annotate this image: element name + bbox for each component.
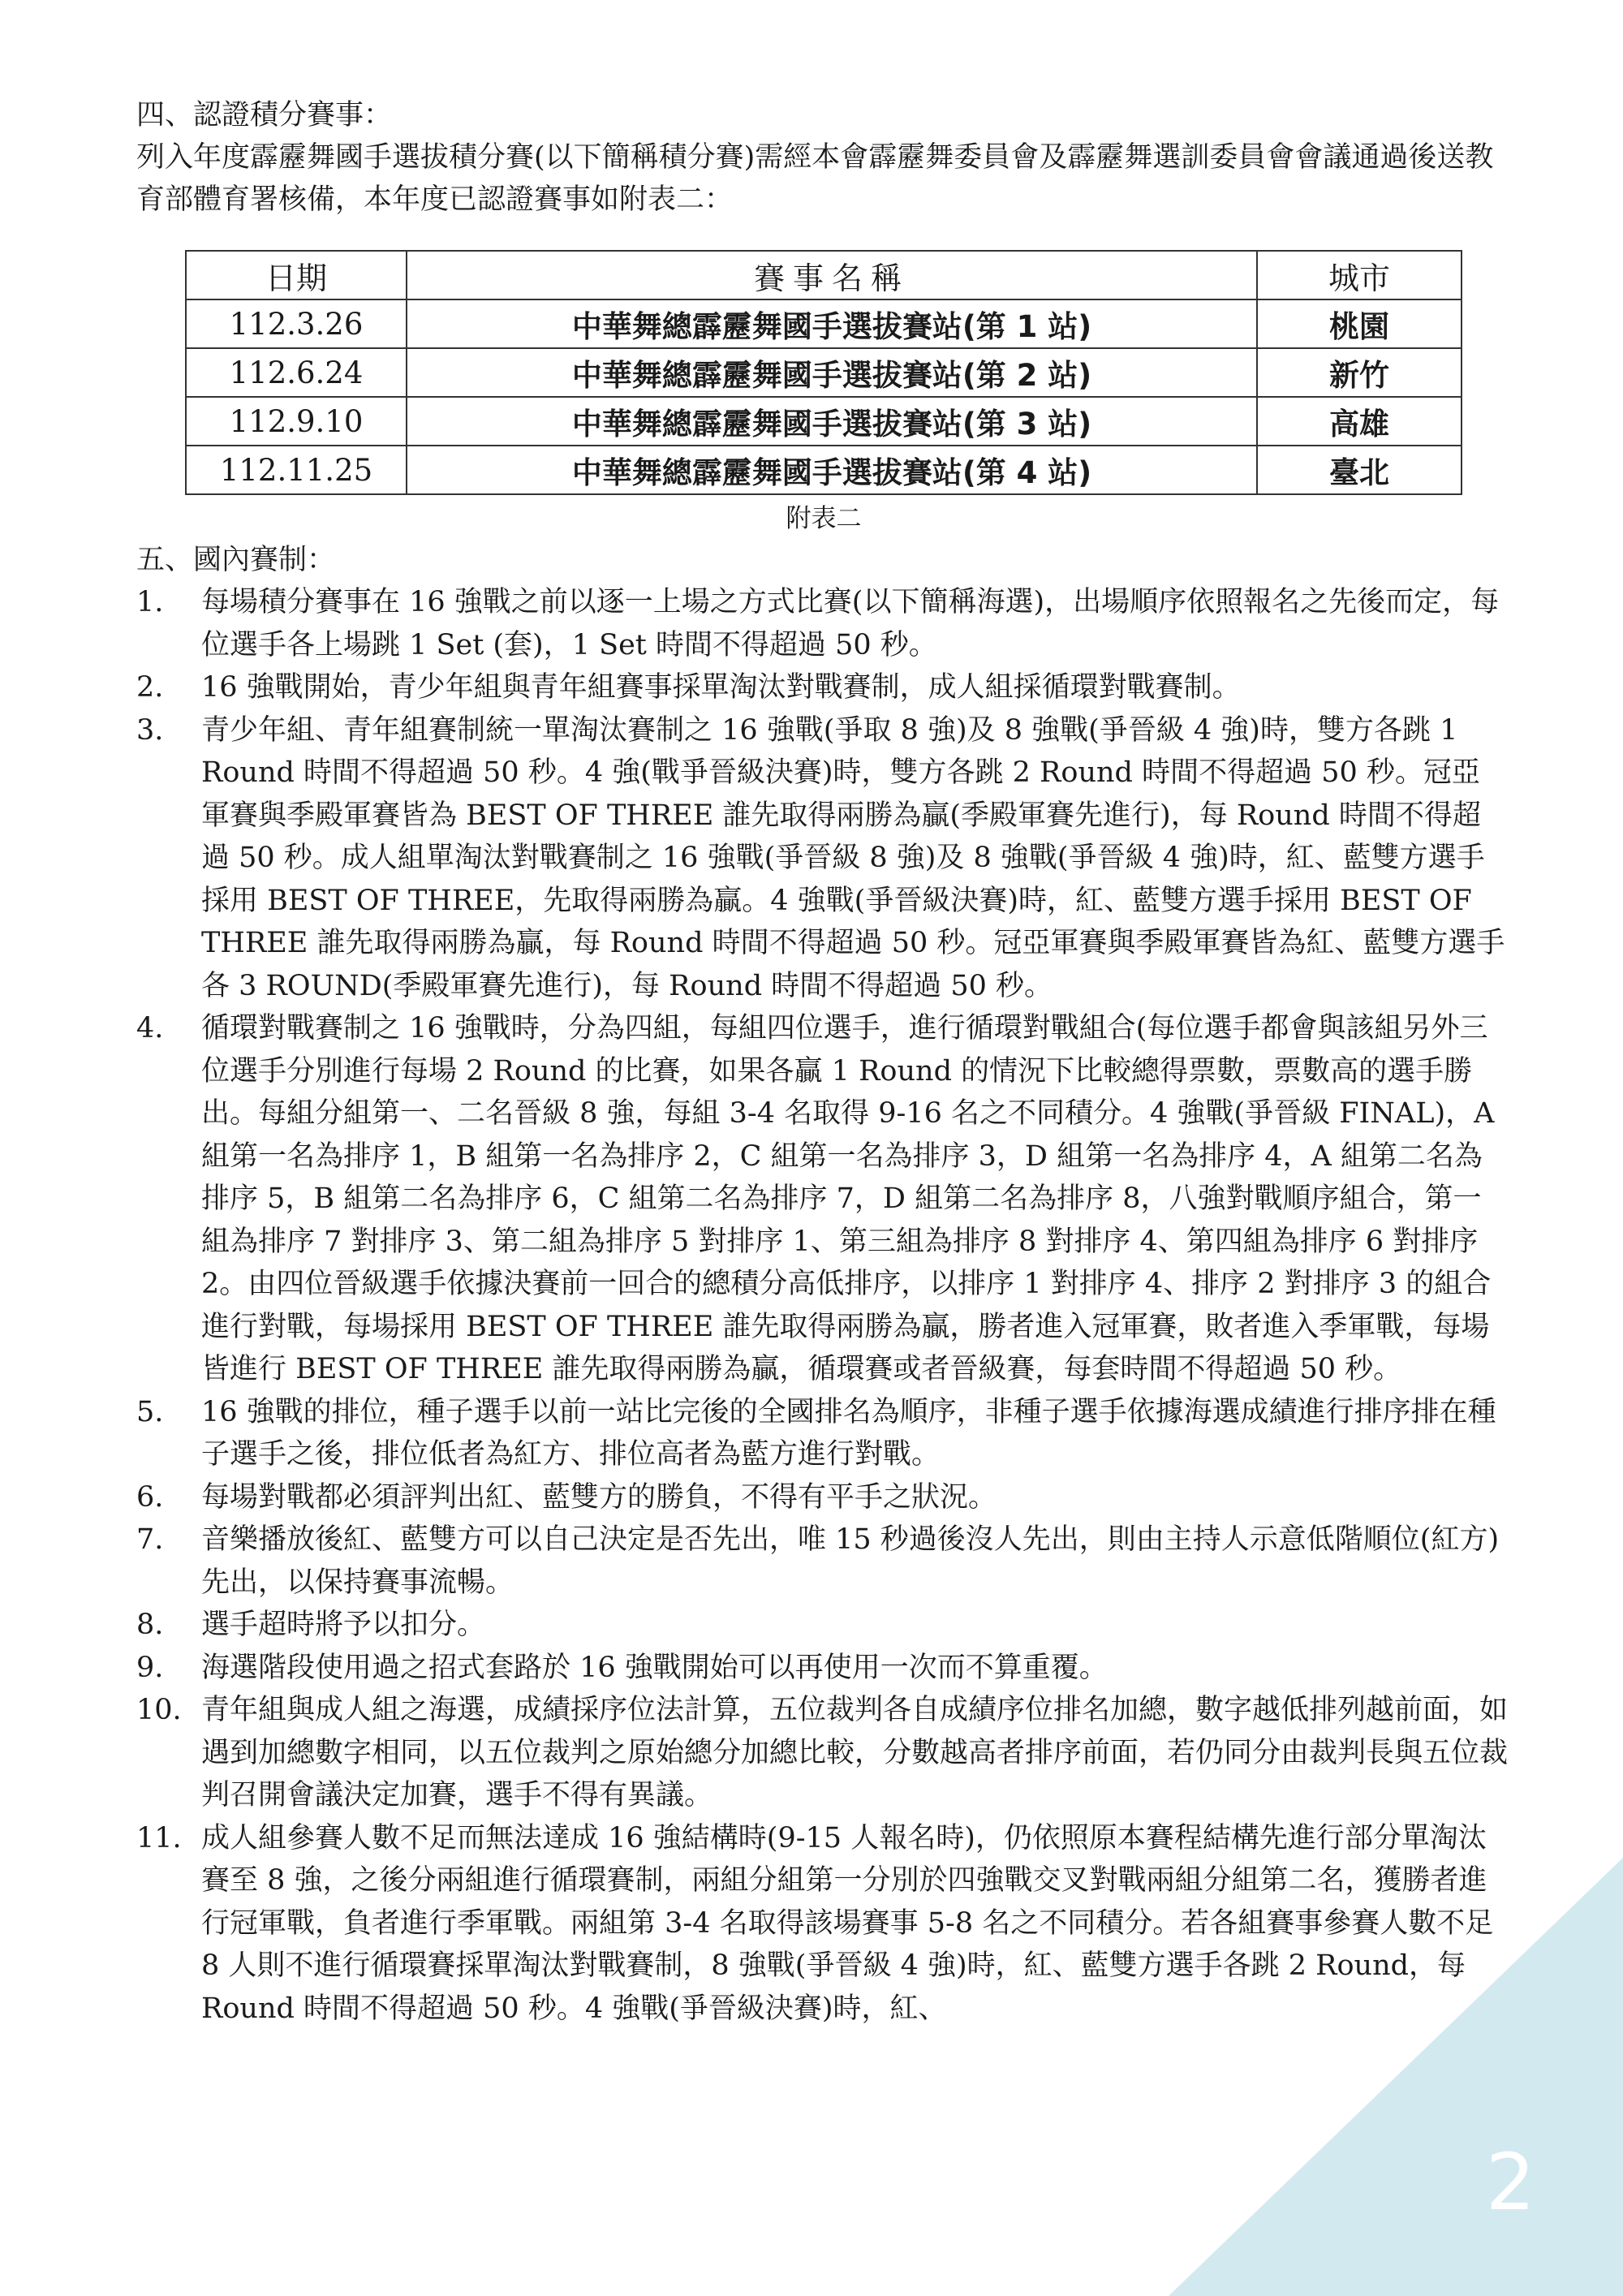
item-number: 4. — [136, 1012, 164, 1045]
item-number: 2. — [136, 671, 164, 704]
item-number: 3. — [136, 713, 164, 747]
header-name: 賽事名稱 — [407, 251, 1257, 299]
event-name: 中華舞總霹靂舞國手選拔賽站(第 1 站) — [407, 299, 1257, 348]
event-date: 112.6.24 — [186, 348, 407, 397]
rules-list — [136, 581, 1508, 2030]
section-4-paragraph: 列入年度霹靂舞國手選拔積分賽(以下簡稱積分賽)需經本會霹靂舞委員會及霹靂舞選訓委員會會議通過後送教育部體育署核備，本年度已認證賽事如附表二： — [136, 141, 1494, 216]
item-number: 11. — [136, 1821, 182, 1854]
section-5-heading: 五、國內賽制： — [136, 544, 336, 576]
item-text: 每場積分賽事在 16 強戰之前以逐一上場之方式比賽(以下簡稱海選)，出場順序依照報名之先後而定，每位選手各上場跳 1 Set (套)，1 Set 時間不得超過 50 秒。 — [201, 586, 1500, 661]
item-number: 10. — [136, 1694, 182, 1726]
event-city: 新竹 — [1257, 348, 1462, 397]
list-item — [136, 709, 1508, 1008]
item-text: 每場對戰都必須評判出紅、藍雙方的勝負，不得有平手之狀況。 — [201, 1480, 997, 1514]
item-text: 青年組與成人組之海選，成績採序位法計算，五位裁判各自成績序位排名加總，數字越低排列越前面，如遇到加總數字相同，以五位裁判之原始總分加總比較，分數越高者排序前面，若仍同分由裁判長與五位裁判召開會議決定加賽，選手不得有異議。 — [201, 1694, 1509, 1811]
table-row — [186, 348, 1462, 397]
item-text: 音樂播放後紅、藍雙方可以自己決定是否先出，唯 15 秒過後沒人先出，則由主持人示意低階順位(紅方)先出，以保持賽事流暢。 — [201, 1523, 1500, 1599]
item-number: 1. — [136, 586, 164, 618]
event-name: 中華舞總霹靂舞國手選拔賽站(第 3 站) — [407, 397, 1257, 446]
item-text: 循環對戰賽制之 16 強戰時，分為四組，每組四位選手，進行循環對戰組合(每位選手都會與該組另外三位選手分別進行每場 2 Round 的比賽，如果各贏 1 Round 的情況下比較總得票數，票數高的選手勝出。每組分組第一、二名晉級 8 強，每組 3-4 名取得 9-16 名之不同積分。4 強戰(爭晉級 FINAL)，A 組第一名為排序 1，B 組第一名為排序 2，C 組第一名為排序 3，D 組第一名為排序 4，A 組第二名為排序 5，B 組第二名為排序 6，C 組第二名為排序 7，D 組第二名為排序 8，八強對戰順序組合，第一組為排序 7 對排序 3、第二組為排序 5 對排序 1、第三組為排序 8 對排序 4、第四組為排序 6 對排序 2。由四位晉級選手依據決賽前一回合的總積分高低排序，以排序 1 對排序 4、排序 2 對排序 3 的組合進行對戰，每場採用 BEST OF THREE 誰先取得兩勝為贏，勝者進入冠軍賽，敗者進入季軍戰，每場皆進行 BEST OF THREE 誰先取得兩勝為贏，循環賽或者晉級賽，每套時間不得超過 50 秒。 — [201, 1012, 1495, 1385]
list-item — [136, 1817, 1508, 2031]
table-row — [186, 397, 1462, 446]
list-item — [136, 581, 1508, 666]
event-name: 中華舞總霹靂舞國手選拔賽站(第 4 站) — [407, 446, 1257, 494]
item-number: 8. — [136, 1609, 164, 1641]
event-name: 中華舞總霹靂舞國手選拔賽站(第 2 站) — [407, 348, 1257, 397]
item-text: 青少年組、青年組賽制統一單淘汰賽制之 16 強戰(爭取 8 強)及 8 強戰(爭晉級 4 強)時，雙方各跳 1 Round 時間不得超過 50 秒。4 強(戰爭晉級決賽)時，雙方各跳 2 Round 時間不得超過 50 秒。冠亞軍賽與季殿軍賽皆為 BEST OF THREE 誰先取得兩勝為贏(季殿軍賽先進行)，每 Round 時間不得超過 50 秒。成人組單淘汰對戰賽制之 16 強戰(爭晉級 8 強)及 8 強戰(爭晉級 4 強)時，紅、藍雙方選手採用 BEST OF THREE，先取得兩勝為贏。4 強戰(爭晉級決賽)時，紅、藍雙方選手採用 BEST OF THREE 誰先取得兩勝為贏，每 Round 時間不得超過 50 秒。冠亞軍賽與季殿軍賽皆為紅、藍雙方選手各 3 ROUND(季殿軍賽先進行)，每 Round 時間不得超過 50 秒。 — [201, 713, 1505, 1002]
item-text: 16 強戰開始，青少年組與青年組賽事採單淘汰對戰賽制，成人組採循環對戰賽制。 — [201, 671, 1241, 704]
page-number: 2 — [1485, 2137, 1535, 2228]
item-number: 6. — [136, 1480, 164, 1514]
list-item — [136, 1476, 1508, 1519]
event-city: 臺北 — [1257, 446, 1462, 494]
list-item — [136, 666, 1508, 709]
list-item — [136, 1604, 1508, 1647]
certified-events-table — [185, 250, 1462, 495]
event-date: 112.11.25 — [186, 446, 407, 494]
event-city: 高雄 — [1257, 397, 1462, 446]
list-item — [136, 1391, 1508, 1476]
item-text: 海選階段使用過之招式套路於 16 強戰開始可以再使用一次而不算重覆。 — [201, 1651, 1108, 1684]
table-header-row — [186, 251, 1462, 299]
section-4-heading: 四、認證積分賽事： — [136, 99, 393, 131]
item-number: 9. — [136, 1651, 164, 1684]
list-item — [136, 1689, 1508, 1817]
document-body — [136, 94, 1508, 2030]
table-caption: 附表二 — [786, 504, 862, 533]
list-item — [136, 1647, 1508, 1690]
item-text: 成人組參賽人數不足而無法達成 16 強結構時(9-15 人報名時)，仍依照原本賽程結構先進行部分單淘汰賽至 8 強，之後分兩組進行循環賽制，兩組分組第一分別於四強戰交叉對戰兩組分組第二名，獲勝者進行冠軍戰，負者進行季軍戰。兩組第 3-4 名取得該場賽事 5-8 名之不同積分。若各組賽事參賽人數不足 8 人則不進行循環賽採單淘汰對戰賽制，8 強戰(爭晉級 4 強)時，紅、藍雙方選手各跳 2 Round，每 Round 時間不得超過 50 秒。4 強戰(爭晉級決賽)時，紅、 — [201, 1821, 1494, 2025]
event-date: 112.3.26 — [186, 299, 407, 348]
header-date: 日期 — [186, 251, 407, 299]
item-number: 7. — [136, 1523, 164, 1556]
item-text: 16 強戰的排位，種子選手以前一站比完後的全國排名為順序，非種子選手依據海選成績進行排序排在種子選手之後，排位低者為紅方、排位高者為藍方進行對戰。 — [201, 1395, 1496, 1471]
table-row — [186, 299, 1462, 348]
table-row — [186, 446, 1462, 494]
list-item — [136, 1518, 1508, 1604]
list-item — [136, 1007, 1508, 1391]
event-city: 桃園 — [1257, 299, 1462, 348]
header-city: 城市 — [1257, 251, 1462, 299]
item-text: 選手超時將予以扣分。 — [201, 1609, 486, 1641]
event-date: 112.9.10 — [186, 397, 407, 446]
item-number: 5. — [136, 1395, 164, 1428]
